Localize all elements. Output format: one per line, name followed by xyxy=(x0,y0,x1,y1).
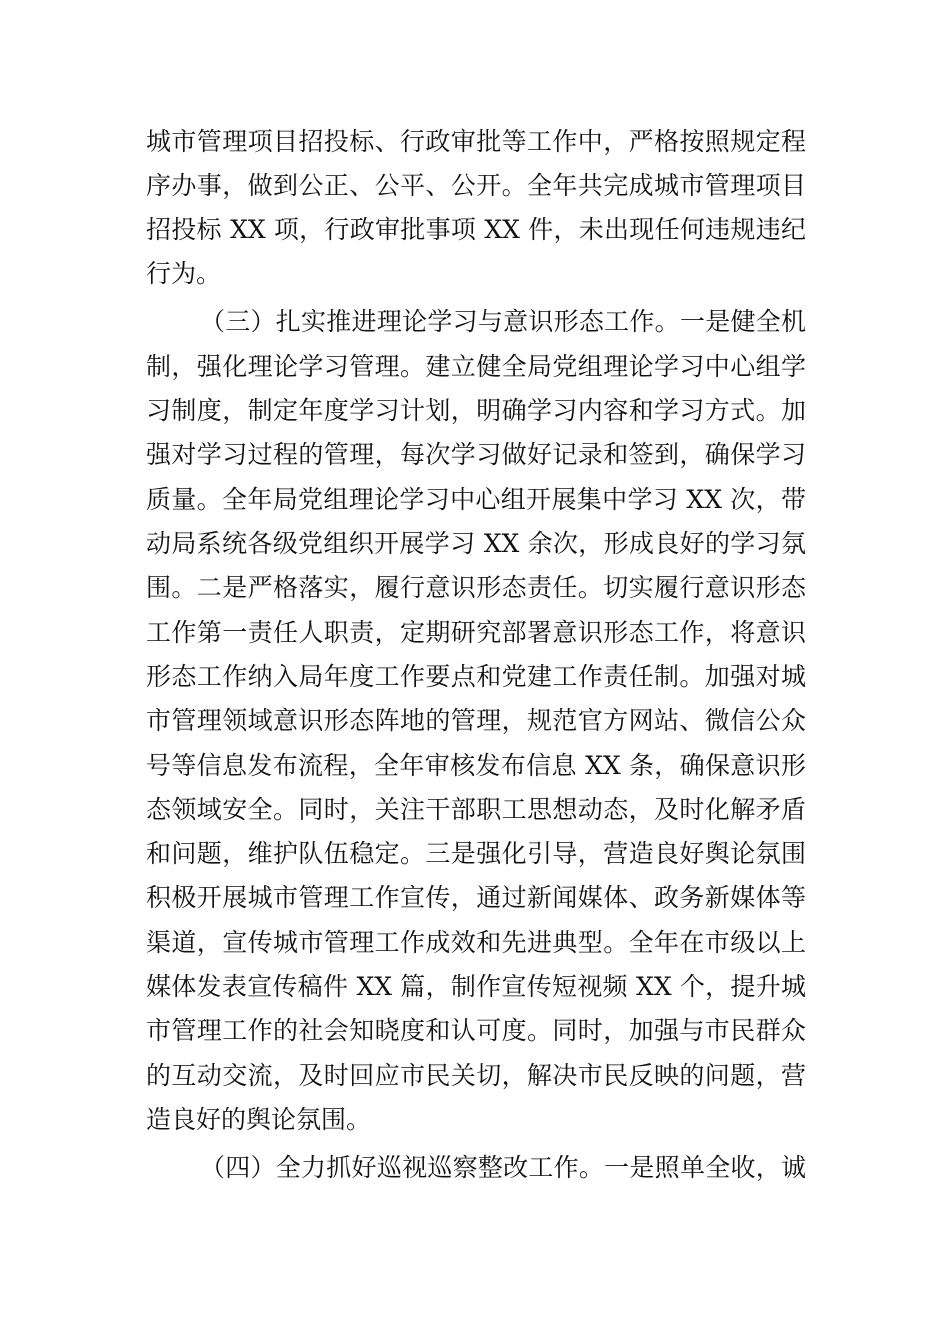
text-line: 和问题，维护队伍稳定。三是强化引导，营造良好舆论氛围 xyxy=(146,839,806,868)
text-line: 制，强化理论学习管理。建立健全局党组理论学习中心组学 xyxy=(146,352,806,381)
text-line: 造良好的舆论氛围。 xyxy=(146,1105,372,1134)
text-line: 态领域安全。同时，关注干部职工思想动态，及时化解矛盾 xyxy=(146,795,806,824)
text-line: 质量。全年局党组理论学习中心组开展集中学习 XX 次，带 xyxy=(146,485,806,514)
text-line: 序办事，做到公正、公平、公开。全年共完成城市管理项目 xyxy=(146,171,806,200)
text-line: 行为。 xyxy=(146,259,222,288)
text-line: 强对学习过程的管理，每次学习做好记录和签到，确保学习 xyxy=(146,440,806,469)
text-line: 市管理工作的社会知晓度和认可度。同时，加强与市民群众 xyxy=(146,1016,806,1045)
text-line: 围。二是严格落实，履行意识形态责任。切实履行意识形态 xyxy=(146,573,806,602)
text-line: 积极开展城市管理工作宣传，通过新闻媒体、政务新媒体等 xyxy=(146,883,806,912)
text-line: 城市管理项目招投标、行政审批等工作中，严格按照规定程 xyxy=(146,127,806,156)
text-line: 的互动交流，及时回应市民关切，解决市民反映的问题，营 xyxy=(146,1061,806,1090)
text-line: 招投标 XX 项，行政审批事项 XX 件，未出现任何违规违纪 xyxy=(146,215,806,244)
text-line: 习制度，制定年度学习计划，明确学习内容和学习方式。加 xyxy=(146,396,806,425)
text-line: 媒体发表宣传稿件 XX 篇，制作宣传短视频 XX 个，提升城 xyxy=(146,972,806,1001)
text-line: 形态工作纳入局年度工作要点和党建工作责任制。加强对城 xyxy=(146,662,806,691)
text-line: 号等信息发布流程，全年审核发布信息 XX 条，确保意识形 xyxy=(146,751,806,780)
section-heading-line: （三）扎实推进理论学习与意识形态工作。一是健全机 xyxy=(200,307,806,336)
text-line: 渠道，宣传城市管理工作成效和先进典型。全年在市级以上 xyxy=(146,928,806,957)
text-line: 市管理领域意识形态阵地的管理，规范官方网站、微信公众 xyxy=(146,706,806,735)
text-line: 动局系统各级党组织开展学习 XX 余次，形成良好的学习氛 xyxy=(146,529,806,558)
section-heading-line: （四）全力抓好巡视巡察整改工作。一是照单全收，诚 xyxy=(200,1153,806,1182)
text-line: 工作第一责任人职责，定期研究部署意识形态工作，将意识 xyxy=(146,618,806,647)
